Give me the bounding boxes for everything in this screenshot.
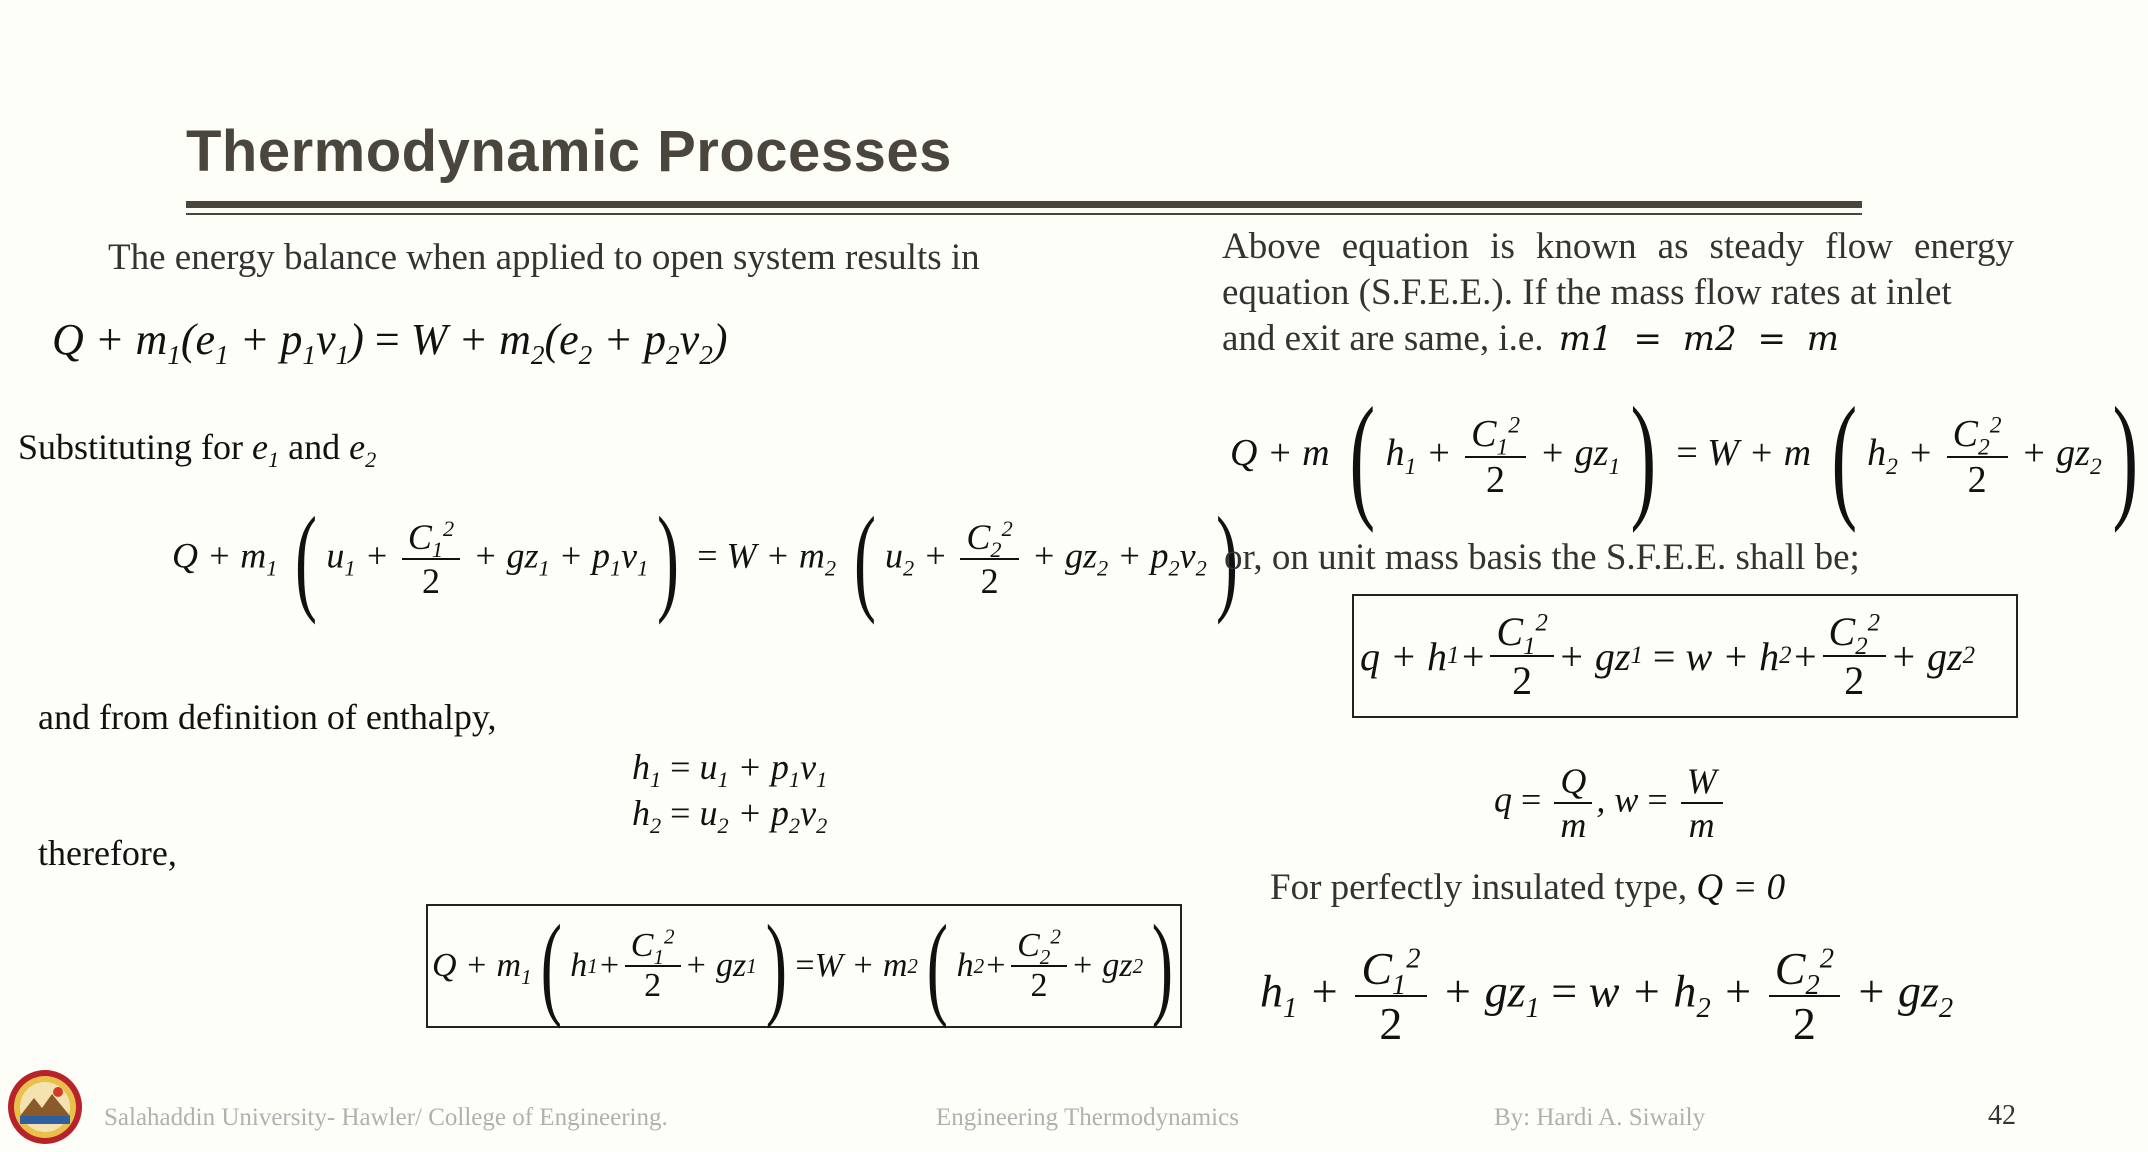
sfee-paragraph bbox=[1222, 224, 2014, 362]
enthalpy-definition-text: and from definition of enthalpy, bbox=[38, 697, 497, 737]
paragraph-line-3-text: and exit are same, i.e. bbox=[1222, 318, 1544, 359]
substituting-and: and bbox=[288, 427, 341, 467]
university-seal-icon bbox=[6, 1068, 84, 1146]
footer-university: Salahaddin University- Hawler/ College of Engineering. bbox=[104, 1104, 668, 1131]
insulated-text: For perfectly insulated type, bbox=[1270, 867, 1688, 908]
substituting-line: Substituting for $e_1$ and $e_2$ bbox=[18, 427, 377, 473]
energy-balance-equation: $Q + m_1(e_1 + p_1v_1) = W + m_2(e_2 + p_2v_2)$ bbox=[52, 315, 728, 370]
sfee-equal-mass-equation: Q + m ( $h_1$ + $\frac{C_1^2}{2}$ + $gz_1) = W + m$ ( $h_2$ + $\frac{C_2^2}{2}$ + $gz_2$) bbox=[1230, 379, 2138, 534]
unit-mass-text: or, on unit mass basis the S.F.E.E. shall be; bbox=[1224, 537, 1860, 578]
mass-condition: m1 = m2 = m bbox=[1558, 319, 1839, 359]
paragraph-line-3 bbox=[1222, 316, 2014, 362]
title-divider-thick bbox=[186, 201, 1862, 208]
paragraph-line-2: equation (S.F.E.E.). If the mass flow rates at inlet bbox=[1222, 272, 1952, 313]
footer-course: Engineering Thermodynamics bbox=[936, 1104, 1239, 1131]
footer-author: By: Hardi A. Siwaily bbox=[1494, 1104, 1706, 1131]
enthalpy-equations: $h_1 = u_1 + p_1v_1$ $h_2 = u_2 + p_2v_2$ bbox=[632, 747, 828, 839]
sfee-boxed-equation: $Q + m_1$ ( h 1 + $\frac{C_1^2}{2}$ + gz 1 ) = W + m 2 ( h 2 + $\frac{C_2^2}{2}$ + gz 2 ) bbox=[426, 904, 1182, 1028]
substituted-energy-equation: $Q + m_1$ ( $u_1$ + $\frac{C_1^2}{2}$ + $gz_1 + p_1v_1) = W + m_2$ ( $u_2$ + $\frac{C_2^2}{2}$ + $gz_2 + p_2v_2$) bbox=[172, 492, 1238, 625]
insulated-line bbox=[1270, 866, 1785, 909]
slide-title: Thermodynamic Processes bbox=[186, 119, 952, 184]
specific-heat-work-definition: q = $\frac{Q}{m}$ , w = $\frac{W}{m}$ bbox=[1494, 760, 1727, 846]
therefore-text: therefore, bbox=[38, 833, 177, 873]
page-number: 42 bbox=[1988, 1100, 2016, 1131]
adiabatic-sfee-equation: $h_1$ + $\frac{C_1^2}{2}$ + $gz_1 = w + h_2$ + $\frac{C_2^2}{2}$ + $gz_2$ bbox=[1260, 943, 1954, 1049]
substituting-label: Substituting for bbox=[18, 427, 244, 467]
title-divider-thin bbox=[186, 213, 1862, 215]
unit-mass-sfee-equation: q + h 1 + $\frac{C_1^2}{2}$ + gz 1 = w + h 2 + $\frac{C_2^2}{2}$ + gz 2 bbox=[1352, 594, 2018, 718]
paragraph-line-1: Above equation is known as steady flow energy bbox=[1222, 226, 2014, 267]
intro-text: The energy balance when applied to open system results in bbox=[108, 237, 980, 278]
insulated-condition: Q = 0 bbox=[1696, 867, 1786, 908]
